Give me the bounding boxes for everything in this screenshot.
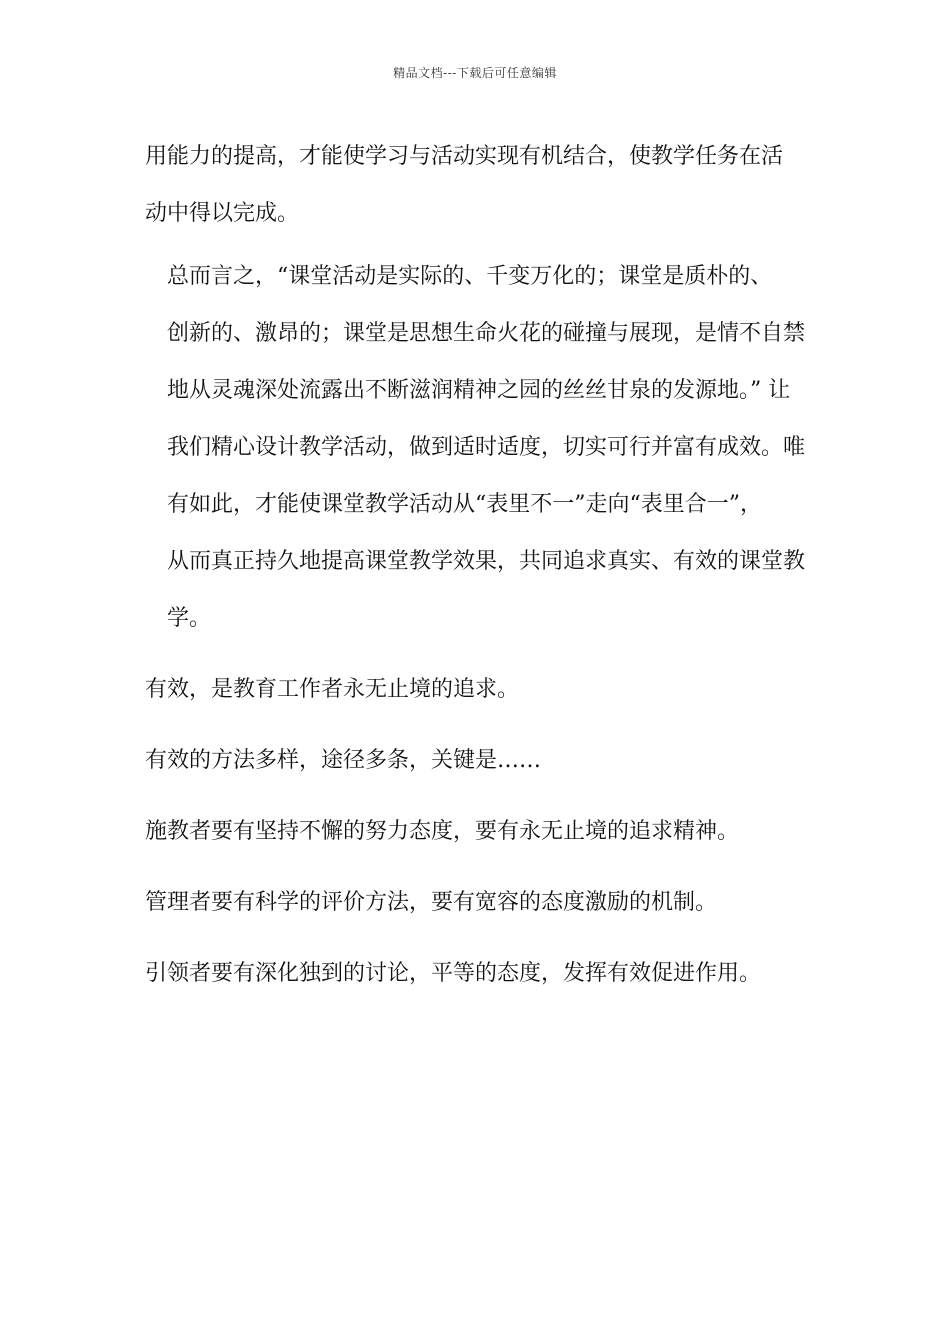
text-line: 有效的方法多样，途径多条，关键是…… xyxy=(145,748,542,773)
paragraph-conclusion-tail xyxy=(145,128,805,242)
text-line: 用能力的提高，才能使学习与活动实现有机结合，使教学任务在活 xyxy=(145,144,784,169)
text-line: 动中得以完成。 xyxy=(145,201,300,226)
paragraph-methods xyxy=(145,732,805,789)
text-line: 我们精心设计教学活动，做到适时适度，切实可行并富有成效。唯 xyxy=(167,435,806,460)
text-line: 有如此，才能使课堂教学活动从“表里不一”走向“表里合一”， xyxy=(167,492,762,517)
paragraph-managers xyxy=(145,874,805,931)
document-body xyxy=(145,128,805,1002)
text-line: 学。 xyxy=(167,606,212,631)
text-line: 总而言之，“课堂活动是实际的、千变万化的；课堂是质朴的、 xyxy=(167,264,773,289)
text-line: 引领者要有深化独到的讨论，平等的态度，发挥有效促进作用。 xyxy=(145,961,762,986)
paragraph-summary xyxy=(145,248,805,647)
text-line: 地从灵魂深处流露出不断滋润精神之园的丝丝甘泉的发源地。” 让 xyxy=(167,378,791,403)
paragraph-teachers xyxy=(145,803,805,860)
text-line: 有效，是教育工作者永无止境的追求。 xyxy=(145,677,520,702)
page-header: 精品文档---下载后可任意编辑 xyxy=(393,66,557,80)
text-line: 管理者要有科学的评价方法，要有宽容的态度激励的机制。 xyxy=(145,890,718,915)
text-line: 从而真正持久地提高课堂教学效果，共同追求真实、有效的课堂教 xyxy=(167,549,806,574)
paragraph-leaders xyxy=(145,945,805,1002)
paragraph-effectiveness xyxy=(145,661,805,718)
text-line: 创新的、激昂的；课堂是思想生命火花的碰撞与展现，是情不自禁 xyxy=(167,321,806,346)
text-line: 施教者要有坚持不懈的努力态度，要有永无止境的追求精神。 xyxy=(145,819,740,844)
